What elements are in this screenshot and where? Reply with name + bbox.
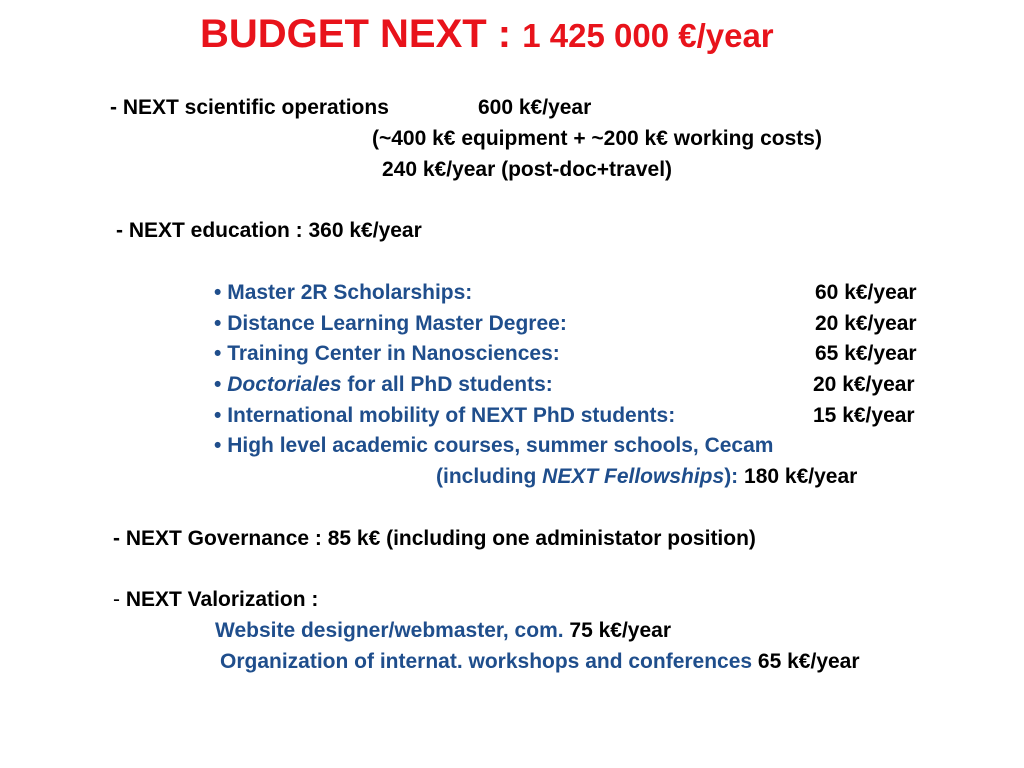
bullet: • [214,373,222,396]
scientific-amount: 600 k€/year [478,96,592,119]
item-label: Distance Learning Master Degree: [227,312,567,335]
education-item [214,282,472,303]
valorization-heading-line [113,589,318,610]
fellowship-open: (including [436,465,543,488]
bullet: • [214,342,222,365]
title-main: BUDGET NEXT : [200,12,523,56]
item-amount: 65 k€/year [815,342,917,365]
scientific-label: - NEXT scientific operations [110,96,389,119]
governance-text: - NEXT Governance : 85 k€ (including one administator position) [113,527,756,550]
item-amount: 20 k€/year [815,312,917,335]
item-amount: 60 k€/year [815,281,917,304]
education-item [214,435,773,456]
title-amount: 1 425 000 €/year [522,17,774,54]
item-label: High level academic courses, summer schools, Cecam [227,434,774,457]
scientific-detail: (~400 k€ equipment + ~200 k€ working costs) [372,127,822,150]
fellowship-line [436,466,857,487]
fellowship-amount: 180 k€/year [738,465,858,488]
fellowship-close: ): [724,465,739,488]
page-title [200,14,774,54]
valorization-heading: NEXT Valorization : [125,588,319,611]
item-label: International mobility of NEXT PhD students: [227,404,676,427]
item-label: Training Center in Nanosciences: [227,342,560,365]
education-item [214,343,560,364]
fellowship-italic: NEXT Fellowships [542,465,725,488]
education-item [214,313,567,334]
bullet: • [214,312,222,335]
valorization-item [220,651,860,672]
scientific-extra: 240 k€/year (post-doc+travel) [382,158,673,181]
bullet: • [214,281,222,304]
item-label: Master 2R Scholarships: [227,281,473,304]
valorization-amount: 65 k€/year [752,650,860,673]
valorization-item [215,620,671,641]
valorization-amount: 75 k€/year [563,619,672,642]
education-item [214,374,553,395]
education-heading: - NEXT education : 360 k€/year [116,219,422,242]
item-amount: 15 k€/year [813,404,915,427]
item-label-italic: Doctoriales [227,373,342,396]
valorization-label: Website designer/webmaster, com. [215,619,564,642]
education-item [214,405,675,426]
valorization-label: Organization of internat. workshops and conferences [220,650,753,673]
bullet: • [214,434,222,457]
item-label: for all PhD students: [341,373,553,396]
valorization-dash: - [113,588,126,611]
item-amount: 20 k€/year [813,373,915,396]
bullet: • [214,404,222,427]
